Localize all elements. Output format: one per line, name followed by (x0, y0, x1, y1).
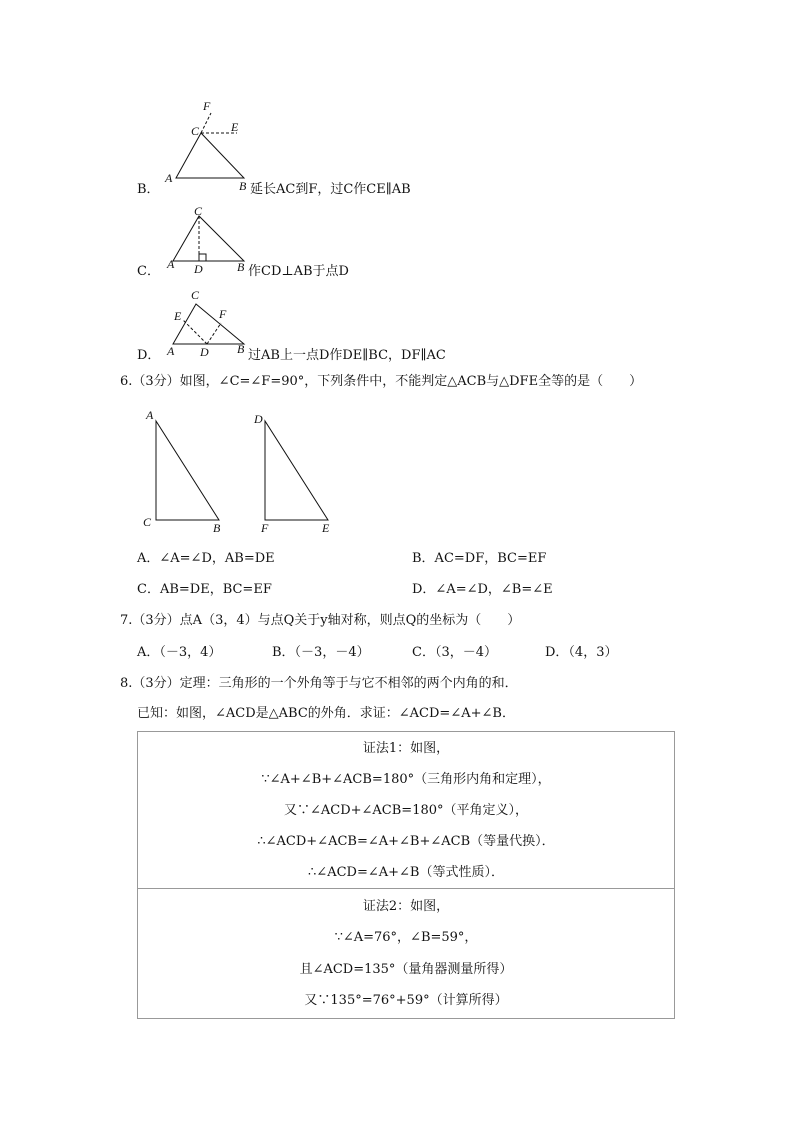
q7-stem: 7.（3分）点A（3，4）与点Q关于y轴对称，则点Q的坐标为（ ） (120, 613, 521, 628)
label-d: D (254, 412, 263, 426)
label-b: B (213, 521, 221, 535)
proof-method-2-box (137, 888, 675, 1019)
proof1-line-2: ∵∠A+∠B+∠ACB=180°（三角形内角和定理）， (261, 772, 551, 787)
label-c: C (194, 204, 203, 218)
proof1-line-4: ∴∠ACD+∠ACB=∠A+∠B+∠ACB（等量代换）． (257, 834, 555, 849)
option-b-label: B． (137, 182, 160, 197)
q8-given: 已知：如图，∠ACD是△ABC的外角．求证：∠ACD=∠A+∠B． (137, 706, 515, 721)
label-d: D (194, 262, 203, 276)
label-a: A (167, 257, 175, 271)
option-d-desc: 过AB上一点D作DE∥BC，DF∥AC (248, 348, 446, 363)
q6-option-b: B．AC=DF，BC=EF (412, 551, 547, 566)
option-c-label: C． (137, 264, 160, 279)
q7-option-c: C．（3，－4） (412, 645, 497, 660)
label-a: A (146, 408, 154, 422)
proof1-line-3: 又∵∠ACD+∠ACB=180°（平角定义）， (283, 803, 529, 818)
proof2-line-3: 且∠ACD=135°（量角器测量所得） (299, 962, 513, 977)
proof-method-1-box (137, 731, 675, 889)
label-b: B (237, 260, 245, 274)
proof2-line-2: ∵∠A=76°，∠B=59°， (334, 930, 478, 945)
label-c: C (143, 515, 152, 529)
label-c: C (191, 288, 200, 302)
label-a: A (167, 344, 175, 358)
option-b-desc: 延长AC到F，过C作CE∥AB (250, 182, 411, 197)
proof2-line-1: 证法2：如图， (362, 899, 450, 914)
label-f: F (261, 521, 269, 535)
label-b: B (239, 179, 247, 193)
q8-stem: 8.（3分）定理：三角形的一个外角等于与它不相邻的两个内角的和． (120, 676, 518, 691)
q7-option-a: A．（－3，4） (137, 645, 222, 660)
option-d-label: D． (137, 348, 161, 363)
q7-option-d: D．（4，3） (545, 645, 618, 660)
label-d: D (200, 345, 209, 359)
q6-option-c: C．AB=DE，BC=EF (137, 582, 272, 597)
proof1-line-1: 证法1：如图， (362, 741, 450, 756)
proof1-line-5: ∴∠ACD=∠A+∠B（等式性质）． (308, 865, 504, 880)
label-e: E (174, 309, 182, 323)
triangle-dfe (265, 421, 328, 520)
q6-option-a: A．∠A=∠D，AB=DE (137, 551, 275, 566)
option-c-desc: 作CD⊥AB于点D (248, 264, 349, 279)
label-f: F (203, 99, 211, 113)
figure-triangle-dfe (0, 0, 794, 540)
label-f: F (219, 307, 227, 321)
label-a: A (165, 171, 173, 185)
label-e: E (322, 521, 330, 535)
q6-stem: 6.（3分）如图，∠C=∠F=90°，下列条件中，不能判定△ACB与△DFE全等的是（ ） (120, 374, 643, 389)
q7-option-b: B．（－3，－4） (272, 645, 370, 660)
label-c: C (191, 124, 200, 138)
proof2-line-4: 又∵135°=76°+59°（计算所得） (304, 993, 508, 1008)
q6-option-d: D．∠A=∠D，∠B=∠E (412, 582, 553, 597)
label-b: B (237, 342, 245, 356)
label-e: E (231, 120, 239, 134)
